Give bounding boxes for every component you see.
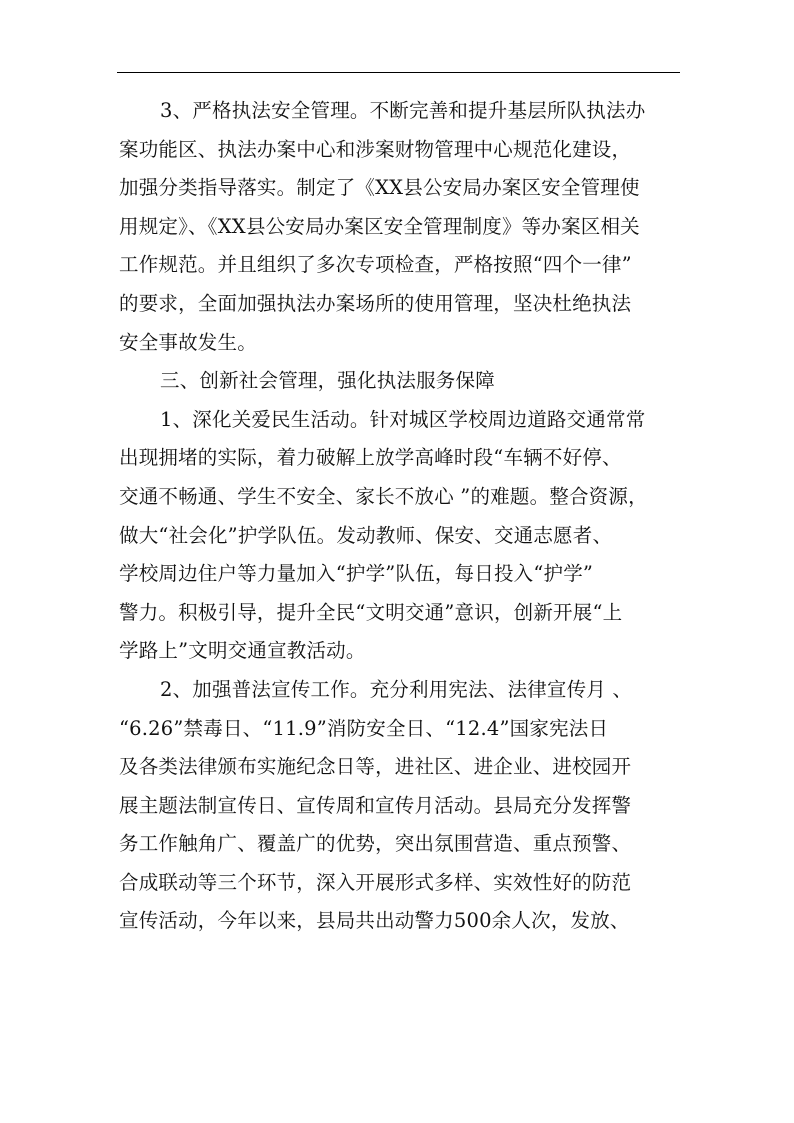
paragraph-line: 及各类法律颁布实施纪念日等，进社区、进企业、进校园开 [119, 755, 632, 779]
paragraph-line: 警力。积极引导，提升全民“文明交通”意识，创新开展“上 [119, 600, 623, 624]
paragraph-line: 加强分类指导落实。制定了《XX县公安局办案区安全管理使 [119, 176, 640, 200]
paragraph-line: 合成联动等三个环节，深入开展形式多样、实效性好的防范 [119, 870, 632, 894]
paragraph-line: 宣传活动，今年以来，县局共出动警力500余人次，发放、 [119, 909, 630, 933]
paragraph-line: 工作规范。并且组织了多次专项检查，严格按照“四个一律” [119, 253, 632, 277]
paragraph-line: 务工作触角广、覆盖广的优势，突出氛围营造、重点预警、 [119, 832, 632, 856]
paragraph-line: 的要求，全面加强执法办案场所的使用管理，坚决杜绝执法 [119, 291, 632, 315]
paragraph-line: 案功能区、执法办案中心和涉案财物管理中心规范化建设， [119, 137, 632, 161]
paragraph-line: 2、加强普法宣传工作。充分利用宪法、法律宣传月 、 [160, 677, 633, 701]
paragraph-line: 学校周边住户等力量加入“护学”队伍，每日投入“护学” [119, 562, 594, 586]
paragraph-line: 展主题法制宣传日、宣传周和宣传月活动。县局充分发挥警 [119, 793, 632, 817]
document-body [119, 92, 679, 941]
paragraph-line: 3、严格执法安全管理。不断完善和提升基层所队执法办 [160, 99, 646, 122]
paragraph-line: 学路上”文明交通宣教活动。 [119, 639, 366, 663]
paragraph-line: 1、深化关爱民生活动。针对城区学校周边道路交通常常 [160, 407, 646, 431]
paragraph-line: 出现拥堵的实际，着力破解上放学高峰时段“车辆不好停、 [119, 446, 622, 470]
paragraph-line: “6.26”禁毒日、“11.9”消防安全日、“12.4”国家宪法日 [119, 716, 609, 740]
paragraph-line: 用规定》、《XX县公安局办案区安全管理制度》等办案区相关 [119, 214, 640, 238]
section-heading: 三、创新社会管理，强化执法服务保障 [160, 369, 495, 393]
paragraph-line: 安全事故发生。 [119, 330, 257, 354]
header-rule [117, 72, 680, 73]
paragraph-line: 做大“社会化”护学队伍。发动教师、保安、交通志愿者、 [119, 523, 613, 547]
paragraph-line: 交通不畅通、学生不安全、家长不放心 ”的难题。整合资源， [119, 484, 648, 508]
